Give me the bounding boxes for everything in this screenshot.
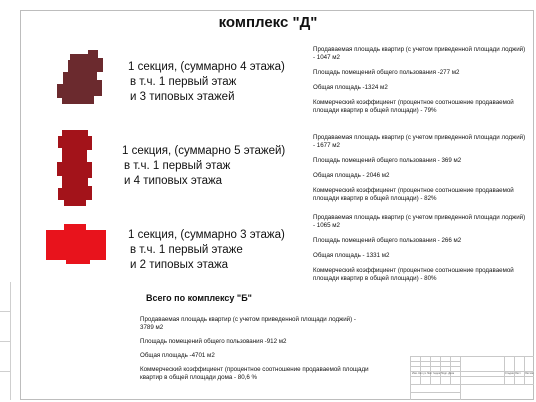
section-1-description bbox=[128, 60, 285, 105]
section-1-sale-area: Продаваемая площадь квартир (с учетом приведенной площади лоджий) - 1047 м2 bbox=[313, 46, 526, 61]
section-2-sale-area: Продаваемая площадь квартир (с учетом приведенной площади лоджий) - 1677 м2 bbox=[313, 134, 526, 149]
section-1-common-area: Площадь помещений общего пользования -277 м2 bbox=[313, 69, 460, 76]
section-1-line2: в т.ч. 1 первый этаж bbox=[130, 76, 237, 88]
section-3-total-area: Общая площадь - 1331 м2 bbox=[313, 252, 390, 259]
section-3-line2: в т.ч. 1 первый этаже bbox=[130, 244, 243, 256]
section-2-common-area: Площадь помещений общего пользования - 369 м2 bbox=[313, 157, 462, 164]
section-2-line1: 1 секция, (суммарно 5 этажей) bbox=[122, 145, 286, 157]
section-3-info bbox=[313, 214, 528, 290]
section-1-coef: Коммерческий коэффициент (процентное соотношение продаваемой площади квартир в общей площади) - 79% bbox=[313, 99, 514, 114]
title-block-stamp bbox=[410, 356, 534, 400]
section-3-plan bbox=[40, 222, 110, 268]
section-3-coef: Коммерческий коэффициент (процентное соотношение продаваемой площади квартир в общей площади) - 80% bbox=[313, 267, 514, 282]
section-3-line1: 1 секция, (суммарно 3 этажа) bbox=[128, 229, 285, 241]
totals-common-area: Площадь помещений общего пользования -912 м2 bbox=[140, 338, 287, 345]
totals-coef: Коммерческий коэффициент (процентное соотношение продаваемой площади квартир в общей площади дома - 80,6 % bbox=[140, 366, 369, 381]
section-2-info bbox=[313, 134, 528, 210]
section-1-line1: 1 секция, (суммарно 4 этажа) bbox=[128, 61, 285, 73]
section-2-plan bbox=[50, 126, 110, 212]
section-2-coef: Коммерческий коэффициент (процентное соотношение продаваемой площади квартир в общей площади) - 82% bbox=[313, 187, 514, 202]
totals-total-area: Общая площадь -4701 м2 bbox=[140, 352, 215, 359]
section-2-description bbox=[122, 144, 285, 189]
section-2-total-area: Общая площадь - 2046 м2 bbox=[313, 172, 390, 179]
stamp-sheet-label: Лист bbox=[515, 372, 521, 375]
section-1-line3: и 3 типовых этажей bbox=[130, 91, 235, 103]
section-1-total-area: Общая площадь -1324 м2 bbox=[313, 84, 388, 91]
section-3-sale-area: Продаваемая площадь квартир (с учетом приведенной площади лоджий) - 1065 м2 bbox=[313, 214, 526, 229]
section-2-plan-shape bbox=[57, 130, 92, 206]
section-3-plan-shape bbox=[46, 224, 106, 264]
stamp-row-labels: Изм. Кол.уч Лист №док Подп. Дата bbox=[412, 372, 455, 375]
section-2-line2: в т.ч. 1 первый этаж bbox=[124, 160, 231, 172]
section-1-plan-shape bbox=[57, 50, 103, 104]
left-margin-strip bbox=[0, 282, 11, 400]
section-3-description bbox=[128, 228, 285, 273]
page-title: комплекс "Д" bbox=[218, 14, 318, 31]
stamp-stage-label: Стадия bbox=[505, 372, 514, 375]
section-1-info bbox=[313, 46, 528, 122]
totals-sale-area: Продаваемая площадь квартир (с учетом приведенной площади лоджий) - 3789 м2 bbox=[140, 316, 356, 331]
section-1-plan bbox=[50, 50, 110, 110]
section-3-line3: и 2 типовых этажа bbox=[130, 259, 229, 271]
section-3-common-area: Площадь помещений общего пользования - 266 м2 bbox=[313, 237, 462, 244]
totals-title: Всего по комплексу "Б" bbox=[146, 293, 252, 303]
totals-info bbox=[140, 316, 370, 388]
section-2-line3: и 4 типовых этажа bbox=[124, 175, 223, 187]
stamp-grid bbox=[410, 356, 534, 400]
stamp-sheets-label: Листов bbox=[525, 372, 534, 375]
